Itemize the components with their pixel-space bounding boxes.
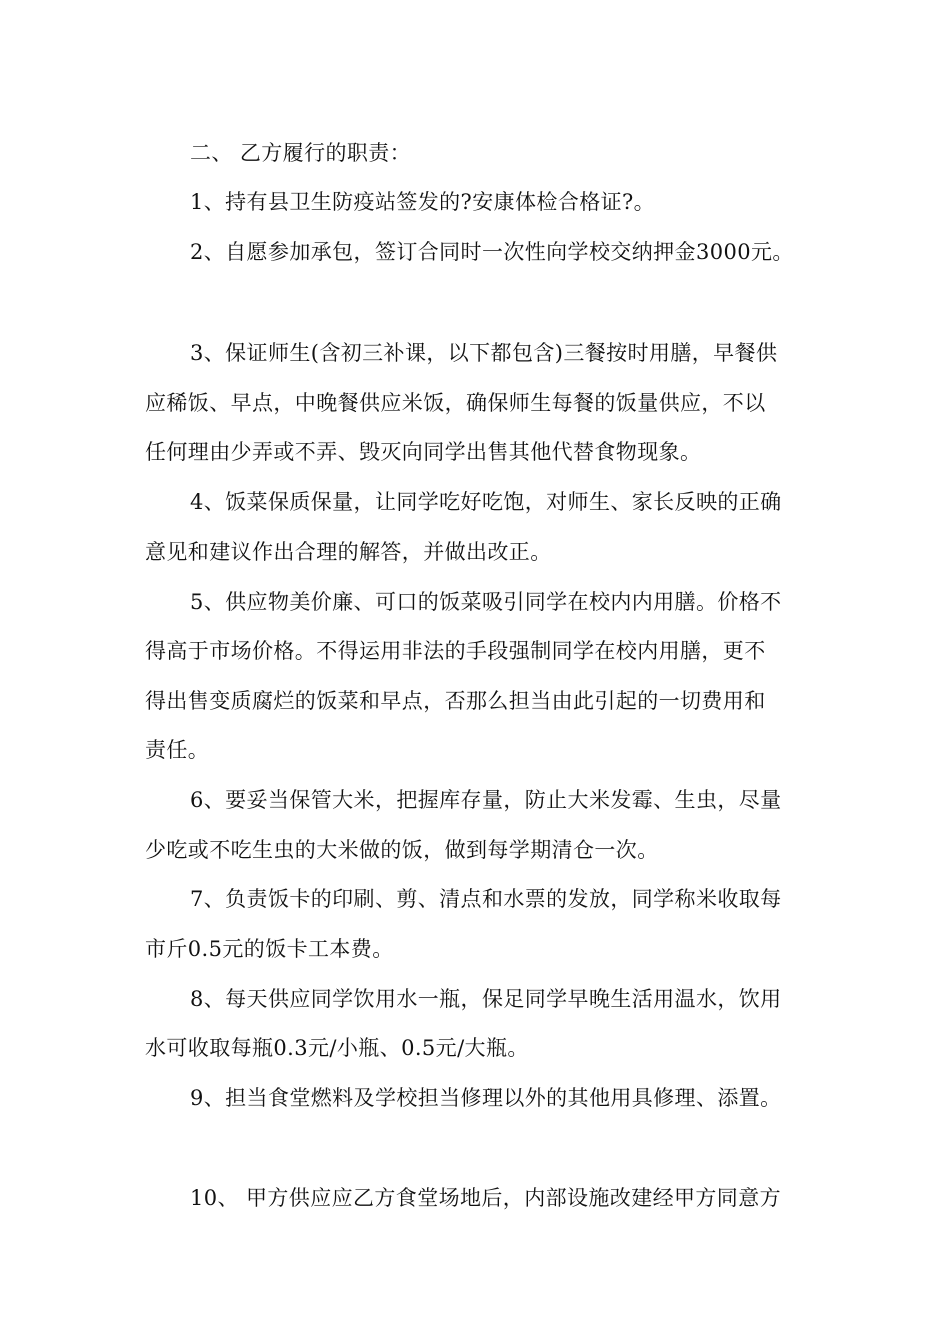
paragraph-line: 少吃或不吃生虫的大米做的饭，做到每学期清仓一次。 — [145, 838, 659, 862]
paragraph-line: 3、保证师生(含初三补课，以下都包含)三餐按时用膳，早餐供 — [190, 341, 778, 365]
paragraph-line: 任何理由少弄或不弄、毁灭向同学出售其他代替食物现象。 — [145, 440, 702, 464]
paragraph-line: 4、饭菜保质保量，让同学吃好吃饱，对师生、家长反映的正确 — [190, 490, 782, 514]
paragraph-line: 得出售变质腐烂的饭菜和早点，否那么担当由此引起的一切费用和 — [145, 689, 766, 713]
paragraph-line: 水可收取每瓶0.3元/小瓶、0.5元/大瓶。 — [145, 1036, 529, 1060]
paragraph-line: 责任。 — [145, 738, 210, 762]
paragraph-line: 1、持有县卫生防疫站签发的?安康体检合格证?。 — [190, 190, 656, 214]
paragraph-line: 2、自愿参加承包，签订合同时一次性向学校交纳押金3000元。 — [190, 240, 794, 264]
paragraph-line: 市斤0.5元的饭卡工本费。 — [145, 937, 394, 961]
paragraph-line: 9、担当食堂燃料及学校担当修理以外的其他用具修理、添置。 — [190, 1086, 782, 1110]
paragraph-line: 得高于市场价格。不得运用非法的手段强制同学在校内用膳，更不 — [145, 639, 766, 663]
section-heading: 二、 乙方履行的职责： — [190, 141, 412, 165]
paragraph-line: 6、要妥当保管大米，把握库存量，防止大米发霉、生虫，尽量 — [190, 788, 782, 812]
paragraph-line: 5、供应物美价廉、可口的饭菜吸引同学在校内内用膳。价格不 — [190, 590, 782, 614]
paragraph-line: 8、每天供应同学饮用水一瓶，保足同学早晚生活用温水，饮用 — [190, 987, 782, 1011]
paragraph-line: 意见和建议作出合理的解答，并做出改正。 — [145, 540, 552, 564]
paragraph-line: 7、负责饭卡的印刷、剪、清点和水票的发放，同学称米收取每 — [190, 887, 782, 911]
paragraph-line: 应稀饭、早点，中晚餐供应米饭，确保师生每餐的饭量供应，不以 — [145, 391, 766, 415]
paragraph-line: 10、 甲方供应应乙方食堂场地后，内部设施改建经甲方同意方 — [190, 1186, 781, 1210]
